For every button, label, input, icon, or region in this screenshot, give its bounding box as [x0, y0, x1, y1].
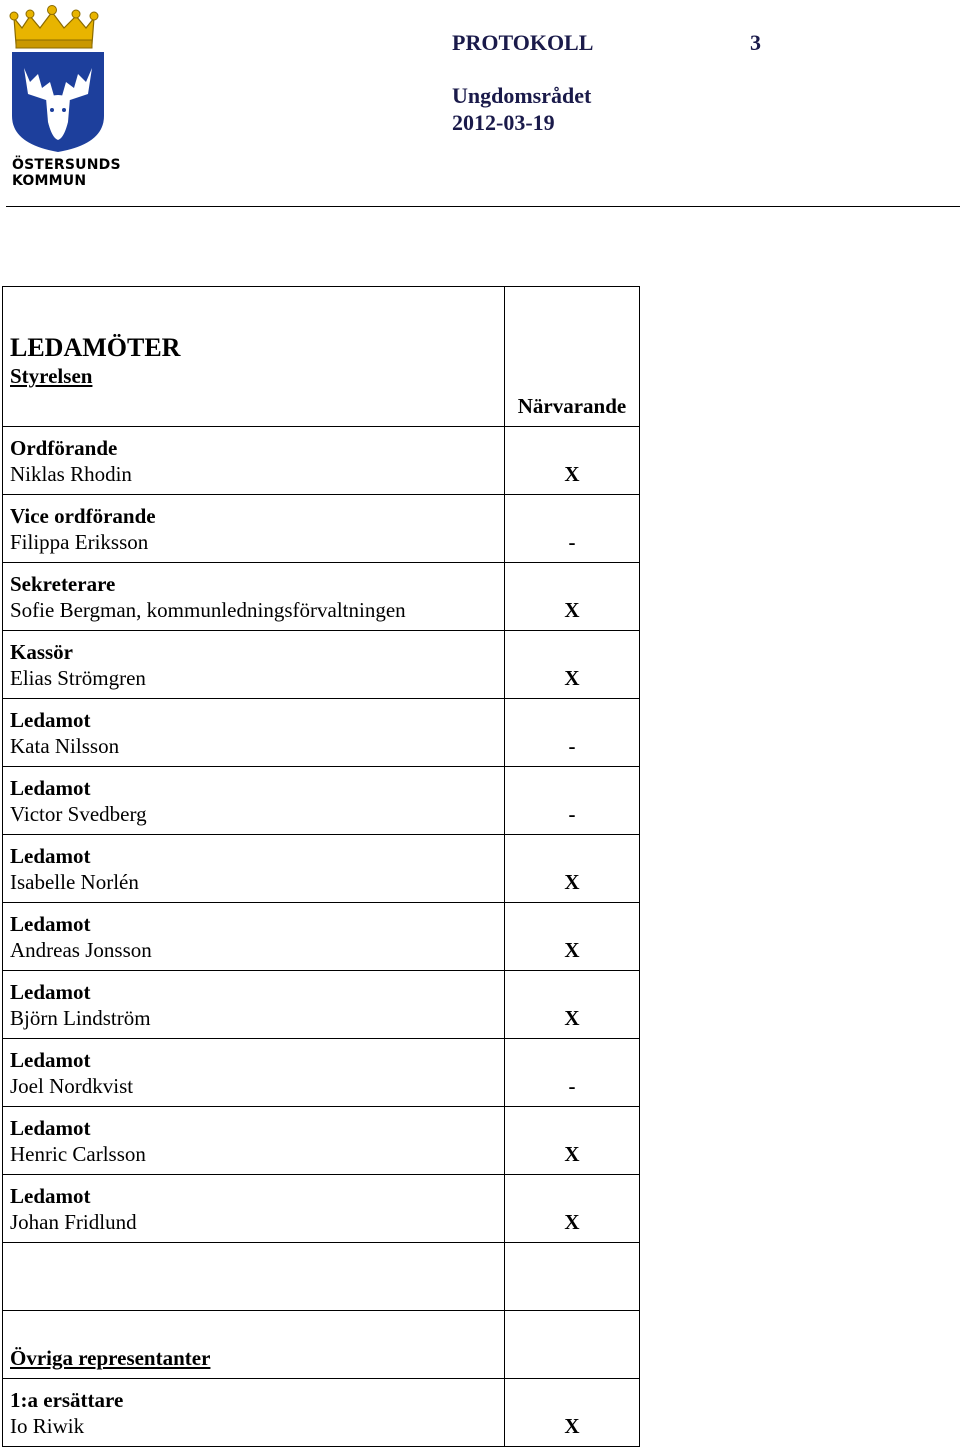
member-role: Ordförande — [10, 436, 118, 460]
table-row — [3, 495, 640, 563]
member-cell — [3, 1107, 505, 1175]
member-role: Ledamot — [10, 912, 91, 936]
empty-cell — [505, 1311, 640, 1379]
member-cell — [3, 903, 505, 971]
logo-text — [12, 157, 121, 189]
presence-mark: - — [505, 699, 640, 767]
member-cell — [3, 1039, 505, 1107]
presence-mark: X — [505, 427, 640, 495]
empty-cell — [3, 1243, 505, 1311]
table-row — [3, 903, 640, 971]
member-name: Filippa Eriksson — [10, 530, 149, 554]
member-name: Joel Nordkvist — [10, 1074, 134, 1098]
presence-mark: - — [505, 767, 640, 835]
table-row — [3, 971, 640, 1039]
member-cell — [3, 767, 505, 835]
header-presence-cell — [505, 287, 640, 427]
member-role: Vice ordförande — [10, 504, 156, 528]
attendance-table — [2, 286, 640, 1447]
presence-mark: - — [505, 495, 640, 563]
presence-mark: X — [505, 1107, 640, 1175]
member-role: Ledamot — [10, 776, 91, 800]
section-cell — [3, 1311, 505, 1379]
empty-cell — [505, 1243, 640, 1311]
other-representatives-title: Övriga representanter — [10, 1346, 211, 1370]
presence-mark: - — [505, 1039, 640, 1107]
member-cell — [3, 563, 505, 631]
table-row — [3, 835, 640, 903]
member-cell — [3, 699, 505, 767]
member-role: Kassör — [10, 640, 73, 664]
member-role: 1:a ersättare — [10, 1388, 124, 1412]
member-role: Ledamot — [10, 708, 91, 732]
member-cell — [3, 427, 505, 495]
logo-line-1: ÖSTERSUNDS — [12, 157, 121, 173]
member-name: Isabelle Norlén — [10, 870, 139, 894]
member-role: Ledamot — [10, 1184, 91, 1208]
member-role: Ledamot — [10, 1116, 91, 1140]
crown-icon — [10, 6, 98, 49]
presence-column-header: Närvarande — [517, 394, 627, 418]
member-name: Johan Fridlund — [10, 1210, 137, 1234]
table-row — [3, 1107, 640, 1175]
table-row — [3, 1175, 640, 1243]
member-name: Andreas Jonsson — [10, 938, 152, 962]
document-title: PROTOKOLL — [452, 30, 594, 55]
table-row — [3, 699, 640, 767]
section-row — [3, 1311, 640, 1379]
member-role: Ledamot — [10, 844, 91, 868]
member-cell — [3, 1175, 505, 1243]
presence-mark: X — [505, 903, 640, 971]
section-title: LEDAMÖTER — [10, 333, 181, 362]
member-name: Elias Strömgren — [10, 666, 146, 690]
member-cell — [3, 971, 505, 1039]
presence-mark: X — [505, 835, 640, 903]
presence-mark: X — [505, 1379, 640, 1447]
member-name: Kata Nilsson — [10, 734, 120, 758]
meeting-date: 2012-03-19 — [452, 110, 555, 135]
page-number: 3 — [750, 30, 761, 55]
member-cell — [3, 835, 505, 903]
presence-mark: X — [505, 631, 640, 699]
table-row — [3, 767, 640, 835]
member-name: Io Riwik — [10, 1414, 85, 1438]
member-cell — [3, 631, 505, 699]
logo-line-2: KOMMUN — [12, 173, 87, 189]
table-header-row — [3, 287, 640, 427]
table-row — [3, 427, 640, 495]
member-cell — [3, 495, 505, 563]
presence-mark: X — [505, 971, 640, 1039]
table-row — [3, 631, 640, 699]
member-name: Björn Lindström — [10, 1006, 151, 1030]
member-name: Victor Svedberg — [10, 802, 147, 826]
member-name: Sofie Bergman, kommunledningsförvaltningen — [10, 598, 406, 622]
presence-mark: X — [505, 563, 640, 631]
member-name: Henric Carlsson — [10, 1142, 146, 1166]
member-cell — [3, 1379, 505, 1447]
group-label: Styrelsen — [10, 364, 93, 388]
organization-name: Ungdomsrådet — [452, 83, 592, 108]
header-divider — [6, 206, 960, 207]
table-row — [3, 1039, 640, 1107]
member-role: Sekreterare — [10, 572, 116, 596]
table-row — [3, 1379, 640, 1447]
header-name-cell — [3, 287, 505, 427]
member-name: Niklas Rhodin — [10, 462, 132, 486]
member-role: Ledamot — [10, 980, 91, 1004]
member-role: Ledamot — [10, 1048, 91, 1072]
table-row — [3, 563, 640, 631]
empty-row — [3, 1243, 640, 1311]
presence-mark: X — [505, 1175, 640, 1243]
